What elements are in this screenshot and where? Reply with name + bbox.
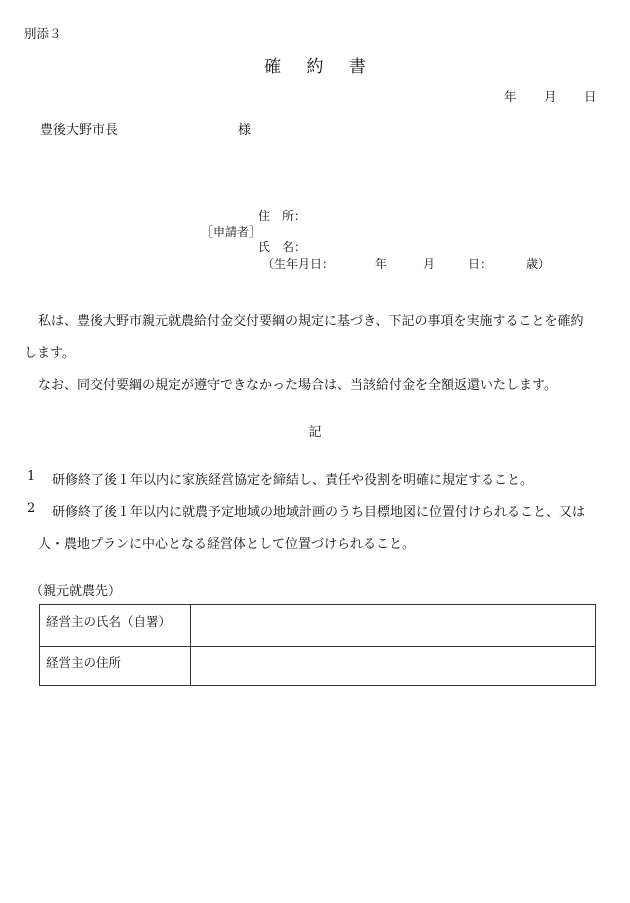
attachment-label: 別添３ (24, 26, 62, 41)
item-2-text: 研修終了後１年以内に就農予定地域の地域計画のうち目標地図に位置付けられること、又は (52, 505, 586, 520)
date-year-label: 年 (504, 89, 517, 104)
applicant-label: ［申請者］ (201, 225, 262, 239)
item-2-text-continued: 人・農地プランに中心となる経営体として位置づけられること。 (38, 537, 416, 552)
birthdate-age: 歳） (526, 257, 551, 271)
host-farm-table (39, 604, 596, 686)
document-title: 確 約 書 (264, 57, 376, 77)
birthdate-year: 年 (375, 257, 388, 271)
date-day-label: 日 (584, 89, 597, 104)
host-farm-label: （親元就農先） (30, 584, 122, 599)
table-row (40, 605, 595, 647)
owner-name-header: 経営主の氏名（自署） (46, 614, 172, 629)
birthdate-month: 月 (423, 257, 436, 271)
applicant-address-label: 住 所： (258, 209, 307, 223)
body-paragraph-1-line-1: 私は、豊後大野市親元就農給付金交付要綱の規定に基づき、下記の事項を実施することを確約 (38, 314, 584, 329)
addressee-honorific: 様 (238, 123, 252, 138)
birthdate-open: （生年月日： (262, 257, 335, 271)
item-1-number: 1 (27, 469, 36, 484)
applicant-name-label: 氏 名： (258, 240, 307, 254)
body-paragraph-1-line-2: します。 (24, 346, 75, 361)
table-column-divider (190, 605, 191, 685)
birthdate-day: 日： (468, 257, 493, 271)
owner-address-header: 経営主の住所 (46, 655, 122, 670)
item-1-text: 研修終了後１年以内に家族経営協定を締結し、責任や役割を明確に規定すること。 (52, 473, 534, 488)
body-paragraph-2: なお、同交付要綱の規定が遵守できなかった場合は、当該給付金を全額返還いたします。 (38, 378, 557, 393)
table-row (40, 646, 595, 686)
item-2-number: 2 (27, 501, 36, 516)
ki-heading: 記 (308, 425, 322, 440)
addressee-name: 豊後大野市長 (40, 123, 119, 138)
date-month-label: 月 (544, 89, 557, 104)
